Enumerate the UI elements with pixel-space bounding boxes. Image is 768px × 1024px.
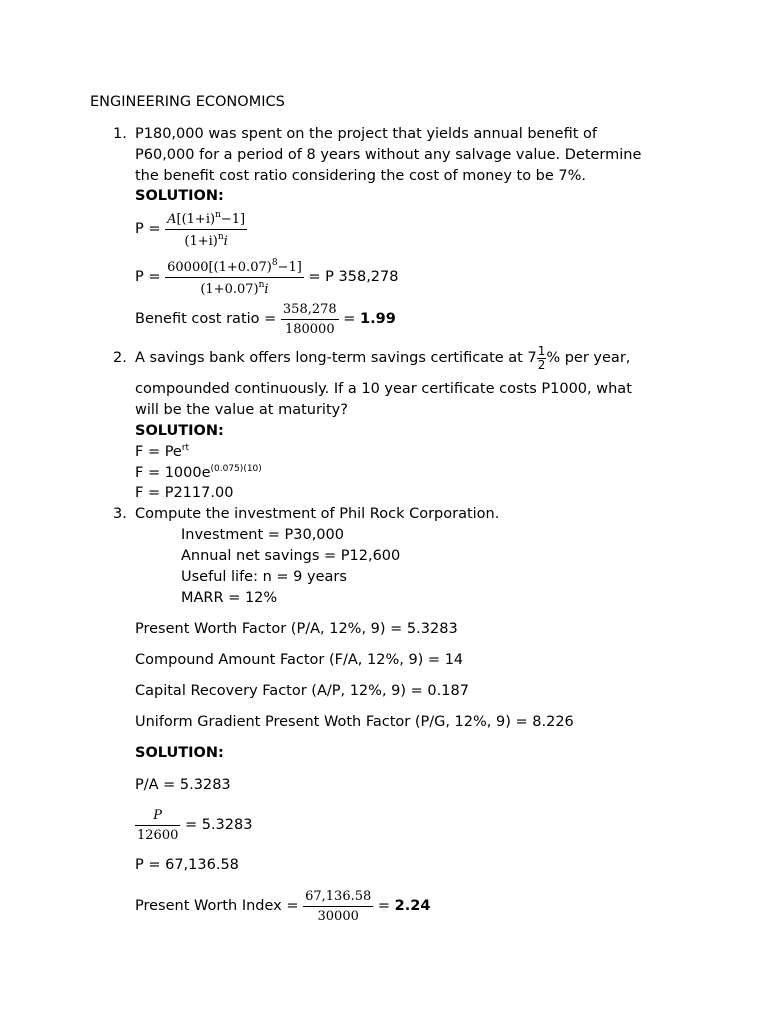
eq1-num-c: −1]	[220, 211, 246, 227]
eq1-num-b: [(1+i)	[176, 211, 216, 227]
problem-2-line-2: compounded continuously. If a 10 year certificate costs P1000, what	[135, 381, 632, 397]
step-p-value: P = 67,136.58	[135, 857, 239, 873]
seven-and-half-fraction	[537, 345, 547, 372]
eq2-rhs: = P 358,278	[308, 269, 399, 285]
problem-2-line-1-b: % per year,	[546, 350, 631, 366]
step-p-fraction-equation	[135, 806, 252, 844]
eq-f-1000e: F = 1000e	[135, 465, 211, 481]
problem-1-solution-label: SOLUTION:	[135, 188, 224, 204]
eq-f-pe-exp: rt	[181, 443, 190, 453]
problem-2-solution-label: SOLUTION:	[135, 423, 224, 439]
problem-2-equation-2	[135, 464, 262, 481]
problem-1-equation-3	[135, 300, 396, 338]
problem-1-equation-2	[135, 254, 398, 300]
eq2-fraction	[165, 258, 304, 297]
eq-f-1000e-exp: (0.075)(10)	[210, 464, 262, 474]
problem-1-equation-1	[135, 207, 247, 251]
eq2-num-b: −1]	[277, 259, 302, 275]
frac-num: 1	[537, 343, 546, 358]
eq3-fraction	[281, 302, 339, 337]
problem-1-number: 1.	[113, 126, 127, 142]
eq2-num-a: 60000[(1+0.07)	[167, 259, 272, 275]
eq2-den-b: i	[264, 281, 269, 297]
eq1-num-a: A	[167, 211, 177, 227]
eq1-num-exp: n	[215, 209, 221, 220]
problem-2-equation-1	[135, 443, 189, 460]
given-marr: MARR = 12%	[181, 590, 278, 606]
pwi-eq: =	[377, 898, 391, 914]
eq2-lhs: P =	[135, 269, 161, 285]
factor-capital-recovery: Capital Recovery Factor (A/P, 12%, 9) = 0.187	[135, 683, 469, 699]
problem-1-line-1: P180,000 was spent on the project that yields annual benefit of	[135, 126, 597, 142]
pwi-result: 2.24	[394, 898, 431, 914]
eq2-den-a: (1+0.07)	[200, 281, 259, 297]
p-over-12600-fraction	[135, 808, 180, 843]
factor-present-worth: Present Worth Factor (P/A, 12%, 9) = 5.3283	[135, 621, 458, 637]
step2-den: 12600	[137, 827, 179, 843]
eq1-lhs: P =	[135, 221, 161, 237]
frac-den: 2	[537, 357, 546, 372]
eq1-fraction	[165, 210, 247, 249]
eq1-den-exp: n	[217, 231, 224, 242]
problem-2-line-3: will be the value at maturity?	[135, 402, 348, 418]
given-annual-savings: Annual net savings = P12,600	[181, 548, 401, 564]
given-useful-life: Useful life: n = 9 years	[181, 569, 347, 585]
eq3-lhs: Benefit cost ratio =	[135, 311, 277, 327]
eq1-den-b: i	[223, 233, 228, 249]
problem-1-line-2: P60,000 for a period of 8 years without any salvage value. Determine	[135, 147, 642, 163]
eq3-eq: =	[343, 311, 356, 327]
problem-2-equation-3: F = P2117.00	[135, 485, 234, 501]
step2-rhs: = 5.3283	[184, 817, 253, 833]
problem-3-number: 3.	[113, 506, 127, 522]
problem-2-line-1-a: A savings bank offers long-term savings certificate at 7	[135, 350, 537, 366]
problem-2-line-1	[135, 340, 630, 376]
pwi-den: 30000	[317, 908, 359, 924]
eq-f-pe: F = Pe	[135, 444, 182, 460]
given-investment: Investment = P30,000	[181, 527, 344, 543]
step2-num: P	[135, 808, 180, 826]
factor-compound-amount: Compound Amount Factor (F/A, 12%, 9) = 14	[135, 652, 464, 668]
factor-uniform-gradient: Uniform Gradient Present Woth Factor (P/G, 12%, 9) = 8.226	[135, 714, 574, 730]
pwi-lhs: Present Worth Index =	[135, 898, 299, 914]
eq3-den: 180000	[284, 321, 335, 337]
eq2-den-exp: n	[258, 279, 265, 290]
pwi-fraction	[303, 889, 373, 924]
problem-3-line: Compute the investment of Phil Rock Corporation.	[135, 506, 500, 522]
document-title: ENGINEERING ECONOMICS	[90, 94, 285, 110]
eq3-num: 358,278	[281, 302, 339, 320]
step-p-over-a: P/A = 5.3283	[135, 777, 231, 793]
pwi-num: 67,136.58	[303, 889, 373, 907]
eq3-result: 1.99	[360, 311, 396, 327]
problem-1-line-3: the benefit cost ratio considering the cost of money to be 7%.	[135, 168, 587, 184]
problem-3-solution-label: SOLUTION:	[135, 745, 224, 761]
problem-2-number: 2.	[113, 350, 127, 366]
step-present-worth-index	[135, 887, 430, 925]
eq1-den-a: (1+i)	[184, 233, 218, 249]
eq2-num-exp: 8	[271, 257, 278, 268]
